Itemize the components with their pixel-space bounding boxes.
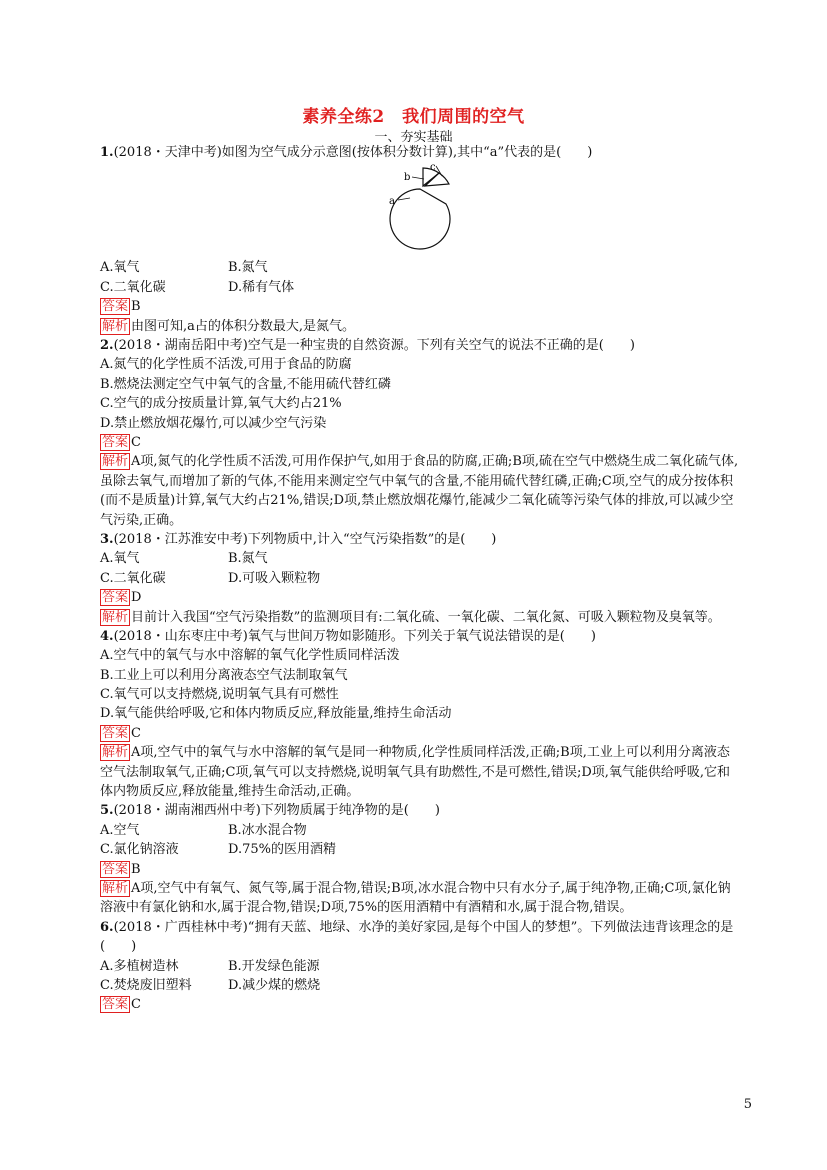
question-number: 5.: [100, 803, 114, 819]
answer-line: [100, 433, 740, 452]
question-number: 2.: [100, 337, 114, 353]
question-number: 6.: [100, 919, 114, 935]
options-row: [100, 549, 740, 568]
leader-line-a: [398, 198, 410, 200]
answer-tag: 答案: [102, 299, 129, 315]
question-list: [100, 143, 740, 1015]
section-heading: 一、夯实基础: [374, 130, 453, 145]
option-c: C.焚烧废旧塑料: [100, 978, 192, 994]
analysis-tag: 解析: [102, 318, 129, 334]
analysis-tag: 解析: [102, 745, 129, 761]
answer-line: [100, 860, 740, 879]
answer-line: [100, 588, 740, 607]
answer-line: [100, 724, 740, 743]
options-row: [100, 821, 740, 840]
answer-value: C: [131, 434, 141, 450]
analysis-tag: 解析: [102, 609, 129, 625]
question-5: [100, 801, 740, 820]
option-a: A.空气中的氧气与水中溶解的氧气化学性质同样活泼: [100, 648, 400, 664]
question-2: [100, 336, 740, 355]
answer-value: C: [131, 997, 141, 1013]
options-row: [100, 569, 740, 588]
option-b: B.氮气: [228, 551, 268, 567]
option-d: D.氧气能供给呼吸,它和体内物质反应,释放能量,维持生命活动: [100, 706, 452, 722]
option-d: D.75%的医用酒精: [228, 842, 336, 858]
air-composition-figure: [100, 162, 740, 258]
answer-line: [100, 297, 740, 316]
pie-slice-c: [425, 173, 449, 186]
option-d: D.禁止燃放烟花爆竹,可以减少空气污染: [100, 415, 327, 431]
analysis-text: 目前计入我国“空气污染指数”的监测项目有:二氧化硫、一氧化碳、二氧化氮、可吸入颗粒物及臭氧等。: [131, 609, 721, 625]
analysis: [100, 317, 740, 336]
label-b: b: [404, 172, 411, 184]
question-stem: (2018・山东枣庄中考)氧气与世间万物如影随形。下列关于氧气说法错误的是( ): [113, 628, 596, 644]
pie-chart-figure: [370, 162, 470, 258]
analysis-text: A项,空气中有氧气、氮气等,属于混合物,错误;B项,冰水混合物中只有水分子,属于纯净物,正确;C项,氯化钠溶液中有氯化钠和水,属于混合物,错误;D项,75%的医用酒精中有酒精和水,属于混合物,错误。: [100, 881, 731, 916]
options-row: [100, 976, 740, 995]
option-c: C.氧气可以支持燃烧,说明氧气具有可燃性: [100, 687, 339, 703]
leader-line-b: [412, 177, 424, 179]
option-c: C.二氧化碳: [100, 279, 166, 295]
answer-tag: 答案: [102, 861, 129, 877]
question-1: [100, 143, 740, 162]
option-b: B.冰水混合物: [228, 822, 307, 838]
analysis: [100, 608, 740, 627]
options-row: [100, 957, 740, 976]
question-stem: (2018・湖南岳阳中考)空气是一种宝贵的自然资源。下列有关空气的说法不正确的是( ): [113, 337, 635, 353]
option-c: C.氯化钠溶液: [100, 842, 179, 858]
answer-line: [100, 995, 740, 1014]
analysis-tag: 解析: [102, 454, 129, 470]
option-a: A.空气: [100, 822, 140, 838]
option-b: B.氮气: [228, 260, 268, 276]
analysis: [100, 743, 740, 801]
answer-value: B: [131, 861, 141, 877]
options-row: [100, 258, 740, 277]
question-number: 1.: [100, 145, 114, 160]
page-number: 5: [743, 1097, 752, 1112]
option-b: B.开发绿色能源: [228, 958, 320, 974]
option-c: C.空气的成分按质量计算,氧气大约占21%: [100, 396, 342, 412]
label-a: a: [389, 196, 395, 208]
answer-tag: 答案: [102, 997, 129, 1013]
question-stem: (2018・江苏淮安中考)下列物质中,计入“空气污染指数”的是( ): [113, 531, 497, 547]
answer-tag: 答案: [102, 725, 129, 741]
options-row: [100, 278, 740, 297]
analysis-tag: 解析: [102, 881, 129, 897]
question-stem: (2018・天津中考)如图为空气成分示意图(按体积分数计算),其中“a”代表的是( ): [113, 145, 593, 160]
answer-tag: 答案: [102, 434, 129, 450]
question-4: [100, 627, 740, 646]
answer-tag: 答案: [102, 590, 129, 606]
question-number: 4.: [100, 628, 114, 644]
analysis-text: A项,空气中的氧气与水中溶解的氧气是同一种物质,化学性质同样活泼,正确;B项,工业上可以利用分离液态空气法制取氧气,正确;C项,氧气可以支持燃烧,说明氧气具有助燃性,不是可燃性,错误;D项,氧气能供给呼吸,它和体内物质反应,释放能量,维持生命活动,正确。: [100, 745, 731, 800]
option-a: A.氧气: [100, 551, 140, 567]
option-a: A.氧气: [100, 260, 140, 276]
option-b: B.工业上可以利用分离液态空气法制取氧气: [100, 667, 348, 683]
question-3: [100, 530, 740, 549]
answer-value: C: [131, 725, 141, 741]
pie-slice-a: [390, 189, 450, 249]
analysis: [100, 879, 740, 918]
label-c: c: [430, 162, 436, 174]
answer-value: D: [131, 590, 142, 606]
option-d: D.稀有气体: [228, 279, 295, 295]
question-stem: (2018・湖南湘西州中考)下列物质属于纯净物的是( ): [113, 803, 440, 819]
option-d: D.减少煤的燃烧: [228, 978, 321, 994]
question-6: [100, 918, 740, 957]
analysis-text: 由图可知,a占的体积分数最大,是氮气。: [131, 318, 356, 334]
analysis: [100, 452, 740, 530]
options-row: [100, 840, 740, 859]
answer-value: B: [131, 299, 141, 315]
analysis-text: A项,氮气的化学性质不活泼,可用作保护气,如用于食品的防腐,正确;B项,硫在空气中燃烧生成二氧化硫气体,虽除去氧气,而增加了新的气体,不能用来测定空气中氧气的含量,不能用硫代替红磷,正确;C项,空气的成分按体积(而不是质量)计算,氧气大约占21%,错误;D项,禁止燃放烟花爆竹,能减少二氧化硫等污染气体的排放,可以减少空气污染,正确。: [100, 454, 739, 528]
option-c: C.二氧化碳: [100, 570, 166, 586]
page-title: 素养全练2 我们周围的空气: [302, 107, 525, 127]
option-b: B.燃烧法测定空气中氧气的含量,不能用硫代替红磷: [100, 376, 391, 392]
question-number: 3.: [100, 531, 114, 547]
option-d: D.可吸入颗粒物: [228, 570, 321, 586]
option-a: A.多植树造林: [100, 958, 179, 974]
question-stem: (2018・广西桂林中考)“拥有天蓝、地绿、水净的美好家园,是每个中国人的梦想”。下列做法违背该理念的是( ): [100, 919, 734, 955]
option-a: A.氮气的化学性质不活泼,可用于食品的防腐: [100, 357, 352, 373]
